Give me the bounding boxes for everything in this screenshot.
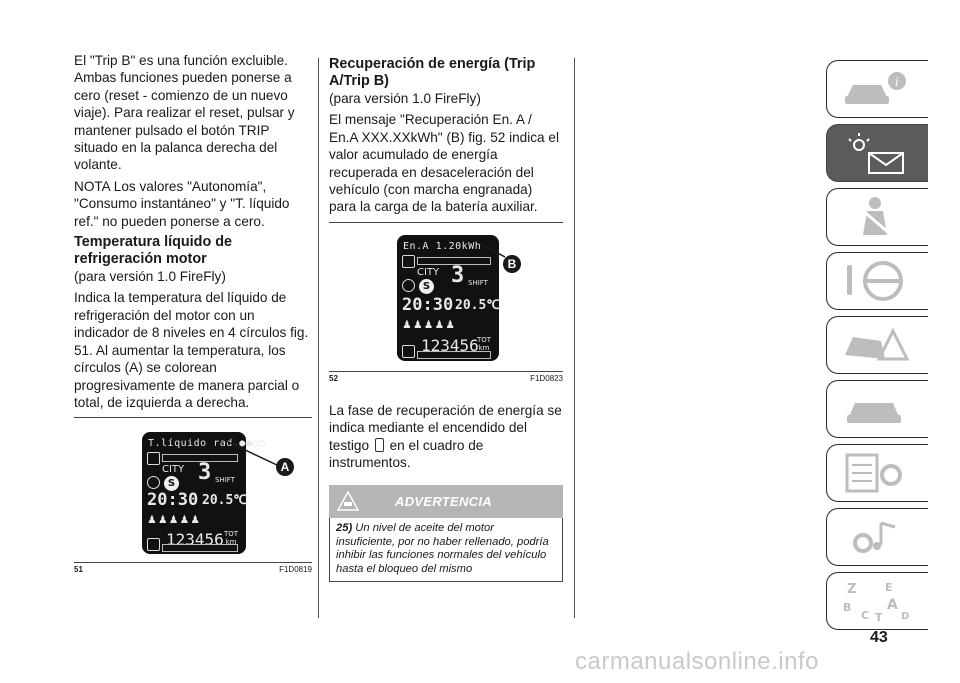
figure-code: F1D0823 [530,373,563,383]
index-letter-e: E [885,581,893,594]
index-letter-t: T [875,611,883,624]
warning-light-message-icon [841,131,911,175]
chapter-tabs [826,60,928,636]
start-stop-badge: S [419,279,434,294]
trip-b-paragraph: El "Trip B" es una función excluible. Ambas funciones pueden ponerse a cero (reset - comienzo de un nuevo viaje). Para realizar el reset, pulsar y mantener pulsado el botón TRIP situado en la palanca derecha del volante. [74,53,295,173]
alphabetical-index-icon [841,579,911,623]
gear-indicator: 3 [451,262,465,288]
callout-line [74,428,312,558]
gear-indicator: 3 [198,460,212,486]
warning-title: ADVERTENCIA [395,494,492,510]
start-stop-badge: S [164,476,179,491]
tab-multimedia[interactable] [826,508,928,566]
odometer-display: 123456 [421,335,479,355]
display-top-line: T.líquido rad.●●○○ [148,438,266,450]
recovery-phase-paragraph [329,402,563,472]
seatbelt-indicators: ♟♟♟♟♟ [148,512,203,528]
figure-number: 51 [74,565,83,575]
tab-starting-driving[interactable] [826,252,928,310]
figure-51-caption [74,562,312,579]
outside-temp-display: 20.5℃ [202,493,248,509]
coolant-temp-paragraph: Indica la temperatura del líquido de refrigeración del motor con un indicador de 8 niveles en 4 círculos fig. 51. Al aumentar la temperatura, los círculos (A) se colorean progresivamente de manera parcial o total, de izquierda a derecha. [74,290,309,410]
figure-52-caption [329,371,563,388]
recovery-text-start: La fase de recuperación de energía se indica mediante el encendido del testigo [329,402,562,453]
technical-data-icon [841,451,911,495]
multimedia-icon [841,515,911,559]
figure-code: F1D0819 [279,565,312,575]
warning-car-icon [337,491,359,511]
tab-maintenance[interactable] [826,380,928,438]
divider [329,222,563,223]
column-divider-2 [574,58,575,618]
city-label: CITY [417,266,440,278]
car-accident-icon [841,323,911,367]
callout-line [329,231,563,367]
callout-a: A [276,458,294,476]
seat-airbag-icon [841,195,911,239]
watermark: carmanualsonline.info [575,648,819,675]
shift-label: SHIFT [215,476,235,485]
recovery-text-end: en el cuadro de instrumentos. [329,437,484,471]
divider [74,417,312,418]
seatbelt-indicators: ♟♟♟♟♟ [403,316,458,332]
index-letter-c: C [861,609,870,622]
energy-recovery-warning-icon [375,438,384,452]
version-note: (para versión 1.0 FireFly) [329,91,481,106]
car-service-icon [841,387,911,431]
tab-vehicle-info[interactable] [826,60,928,118]
city-label: CITY [162,464,185,476]
index-letter-z: Z [847,582,857,597]
km-label: km [225,538,237,547]
tab-emergency[interactable] [826,316,928,374]
column-right [329,52,563,582]
figure-51 [74,428,312,558]
odometer-display: 123456 [166,530,224,550]
tab-index[interactable] [826,572,928,630]
callout-b: B [503,255,521,273]
index-letter-d: D [901,611,910,622]
display-top-line: En.A 1.20kWh [403,240,482,252]
warning-text: Un nivel de aceite del motor insuficiente, por no haber rellenado, podría inhibir las funciones normales del vehículo hasta el bloqueo del mismo [336,522,549,575]
tab-technical-data[interactable] [826,444,928,502]
column-left [74,52,312,579]
coolant-temp-heading: Temperatura líquido de refrigeración motor [74,234,233,268]
page-number: 43 [870,629,888,646]
clock-display: 20:30 [147,490,199,511]
car-info-icon [841,67,911,111]
shift-label: SHIFT [468,278,488,287]
note-paragraph: NOTA Los valores "Autonomía", "Consumo instantáneo" y "T. líquido ref." no pueden ponerse a cero. [74,178,290,229]
warning-number: 25) [336,522,353,535]
energy-recovery-paragraph: El mensaje "Recuperación En. A / En.A XXX.XXkWh" (B) fig. 52 indica el valor acumulado de energía recuperada en desaceleración del vehículo (con marcha engranada) para la carga de la batería auxiliar. [329,112,559,215]
energy-recovery-heading: Recuperación de energía (Trip A/Trip B) [329,56,536,89]
svg-text:i: i [895,75,899,89]
tab-safety[interactable] [826,188,928,246]
column-divider-1 [318,58,319,618]
tot-label: TOT [224,530,239,539]
warning-header [329,485,563,518]
steering-key-icon [841,259,911,303]
index-letter-b: B [843,601,852,614]
km-label: km [478,343,490,352]
tot-label: TOT [477,335,492,344]
figure-number: 52 [329,373,338,383]
warning-body [329,518,563,582]
figure-52 [329,231,563,367]
outside-temp-display: 20.5℃ [455,297,501,313]
clock-display: 20:30 [402,294,454,315]
index-letter-a: A [887,597,898,613]
version-note: (para versión 1.0 FireFly) [74,269,226,285]
tab-instruments[interactable] [826,124,928,182]
